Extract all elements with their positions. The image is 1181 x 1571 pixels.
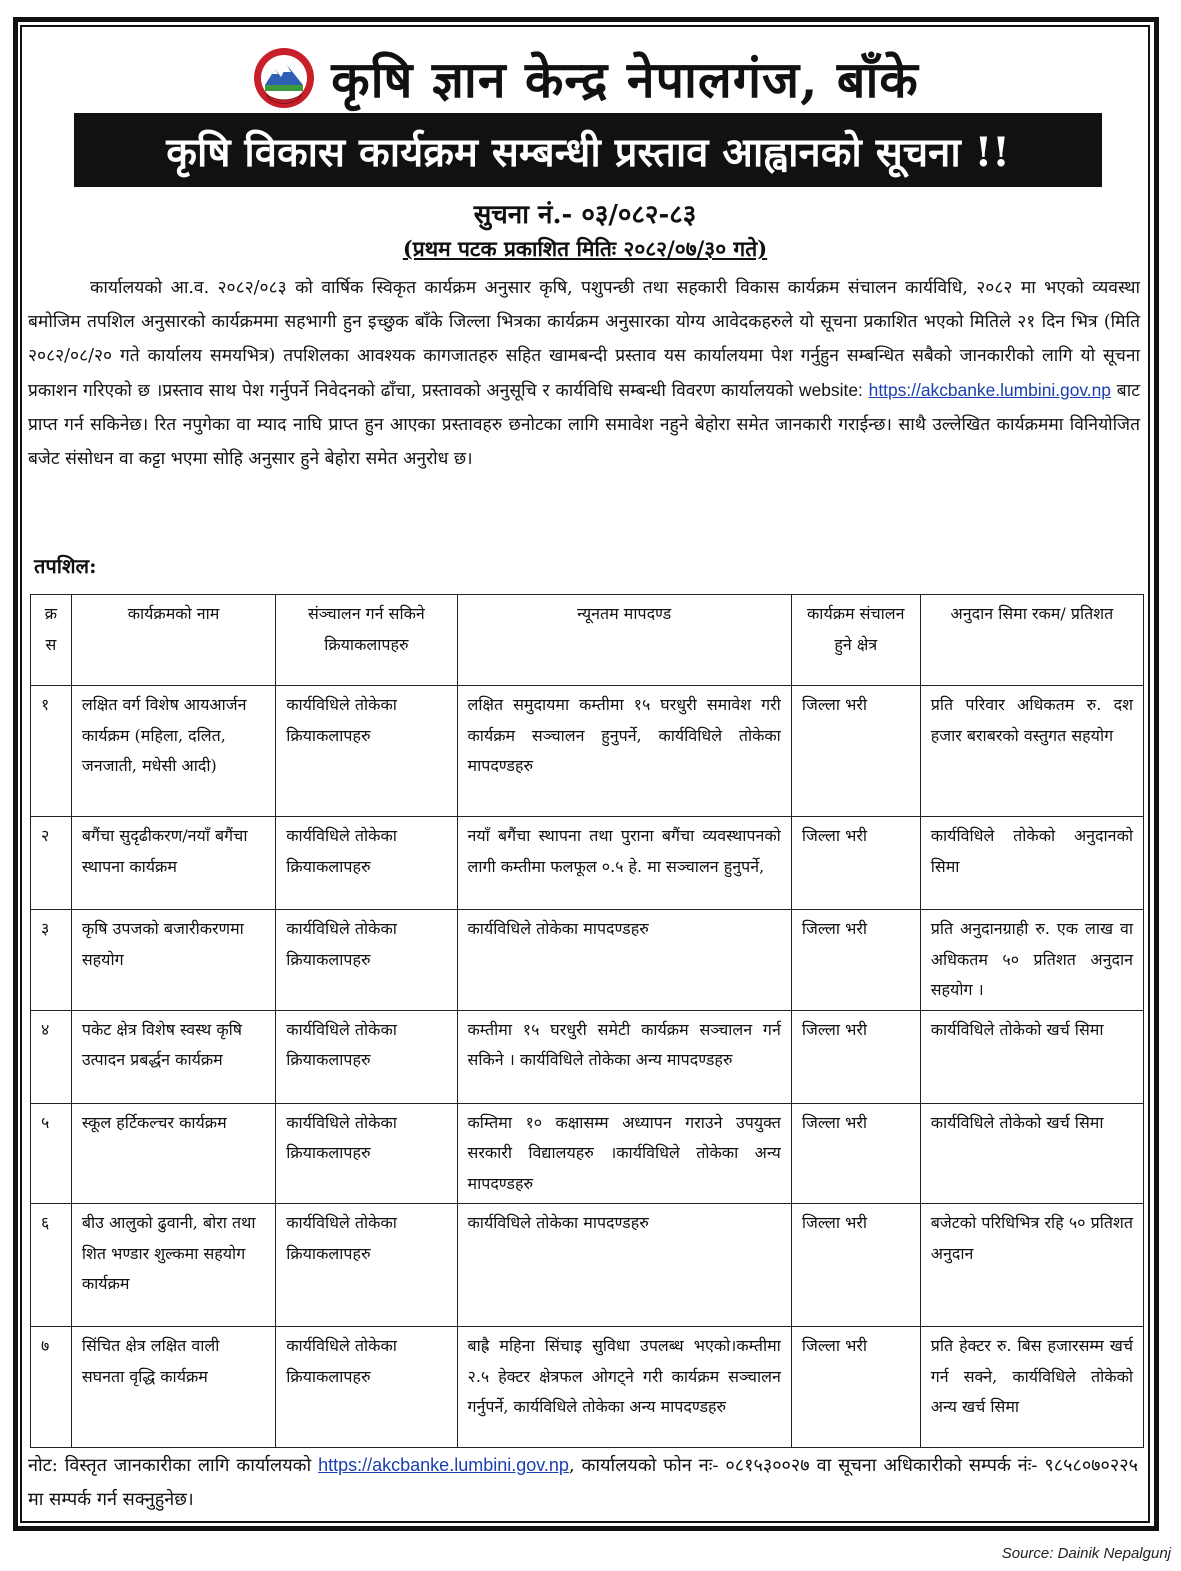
cell-minimum: बाह्रै महिना सिंचाइ सुविधा उपलब्ध भएको।कम्तीमा २.५ हेक्टर क्षेत्रफल ओगट्ने गरी कार्यक्रम सञ्चालन गर्नुपर्ने, कार्यविधिले तोकेका अन्य मापदण्डहरु [457,1327,791,1448]
cell-grant: कार्यविधिले तोकेको खर्च सिमा [920,1010,1143,1103]
note-prefix: नोट: विस्तृत जानकारीका लागि कार्यालयको [28,1455,319,1476]
cell-name: पकेट क्षेत्र विशेष स्वस्थ कृषि उत्पादन प्रबर्द्धन कार्यक्रम [71,1010,275,1103]
cell-grant: प्रति अनुदानग्राही रु. एक लाख वा अधिकतम ५० प्रतिशत अनुदान सहयोग । [920,910,1143,1011]
cell-area: जिल्ला भरी [791,1010,920,1103]
note [28,1448,1138,1517]
cell-sn: १ [31,686,72,817]
organization-name: कृषि ज्ञान केन्द्र नेपालगंज, बाँके [331,50,919,109]
table-row [31,817,1144,910]
header [42,37,1128,119]
table-row [31,686,1144,817]
source-credit: Source: Dainik Nepalgunj [1001,1545,1171,1562]
note-link[interactable]: https://akcbanke.lumbini.gov.np [318,1455,569,1475]
cell-grant: कार्यविधिले तोकेको खर्च सिमा [920,1103,1143,1204]
cell-area: जिल्ला भरी [791,686,920,817]
nepal-emblem-icon [251,45,317,111]
published-date [22,235,1148,263]
cell-grant: कार्यविधिले तोकेको अनुदानको सिमा [920,817,1143,910]
body-part-2: बाट प्राप्त गर्न सकिनेछ। रित नपुगेका वा म्याद नाघि प्राप्त हुन आएका प्रस्तावहरु छनोटका लागि समावेश नहुने बेहोरा समेत जानकारी गराईन्छ। साथै उल्लेखित कार्यक्रममा विनियोजित बजेट संसोधन वा कट्टा भएमा सोहि अनुसार हुने बेहोरा समेत अनुरोध छ। [28,381,1140,469]
cell-area: जिल्ला भरी [791,1204,920,1327]
cell-minimum: कार्यविधिले तोकेका मापदण्डहरु [457,910,791,1011]
cell-sn: ७ [31,1327,72,1448]
cell-minimum: कार्यविधिले तोकेका मापदण्डहरु [457,1204,791,1327]
cell-name: बीउ आलुको ढुवानी, बोरा तथा शित भण्डार शुल्कमा सहयोग कार्यक्रम [71,1204,275,1327]
header-activities: संञ्चालन गर्न सकिने क्रियाकलापहरु [276,595,457,686]
cell-area: जिल्ला भरी [791,1103,920,1204]
cell-activities: कार्यविधिले तोकेका क्रियाकलापहरु [276,686,457,817]
cell-sn: ५ [31,1103,72,1204]
notice-body [28,271,1140,476]
table-row [31,910,1144,1011]
notice-title-banner: कृषि विकास कार्यक्रम सम्बन्धी प्रस्ताव आह्वानको सूचना !! [74,113,1102,187]
table-row [31,1103,1144,1204]
cell-name: कृषि उपजको बजारीकरणमा सहयोग [71,910,275,1011]
header-name: कार्यक्रमको नाम [71,595,275,686]
header-area: कार्यक्रम संचालन हुने क्षेत्र [791,595,920,686]
cell-area: जिल्ला भरी [791,910,920,1011]
header-grant: अनुदान सिमा रकम/ प्रतिशत [920,595,1143,686]
cell-activities: कार्यविधिले तोकेका क्रियाकलापहरु [276,1204,457,1327]
cell-minimum: कम्तिमा १० कक्षासम्म अध्यापन गराउने उपयुक्त सरकारी विद्यालयहरु ।कार्यविधिले तोकेका अन्य मापदण्डहरु [457,1103,791,1204]
header-minimum: न्यूनतम मापदण्ड [457,595,791,686]
cell-sn: २ [31,817,72,910]
schedule-label: तपशिल: [34,554,97,578]
note-suffix: , कार्यालयको फोन नः- ०८१५३००२७ वा सूचना अधिकारीको सम्पर्क नंः- ९८५८०७०२२५ मा सम्पर्क गर्न सक्नुहुनेछ। [28,1455,1138,1510]
header-sn: क्र स [31,595,72,686]
cell-minimum: कम्तीमा १५ घरधुरी समेटी कार्यक्रम सञ्चालन गर्न सकिने । कार्यविधिले तोकेका अन्य मापदण्डहरु [457,1010,791,1103]
table-header-row [31,595,1144,686]
table-row [31,1010,1144,1103]
program-table [30,594,1144,1448]
cell-sn: ४ [31,1010,72,1103]
cell-activities: कार्यविधिले तोकेका क्रियाकलापहरु [276,1327,457,1448]
table-row [31,1327,1144,1448]
notice-number: सुचना नं.- ०३/०८२-८३ [473,200,697,230]
cell-grant: प्रति हेक्टर रु. बिस हजारसम्म खर्च गर्न सक्ने, कार्यविधिले तोकेको अन्य खर्च सिमा [920,1327,1143,1448]
notice-document [20,25,1150,1523]
cell-name: लक्षित वर्ग विशेष आयआर्जन कार्यक्रम (महिला, दलित, जनजाती, मधेसी आदी) [71,686,275,817]
cell-name: बगैंचा सुदृढीकरण/नयाँ बगैंचा स्थापना कार्यक्रम [71,817,275,910]
website-label: website: [799,380,863,400]
cell-area: जिल्ला भरी [791,1327,920,1448]
cell-activities: कार्यविधिले तोकेका क्रियाकलापहरु [276,1103,457,1204]
cell-name: सिंचित क्षेत्र लक्षित वाली सघनता वृद्धि कार्यक्रम [71,1327,275,1448]
cell-area: जिल्ला भरी [791,817,920,910]
cell-sn: ३ [31,910,72,1011]
published-date-text: (प्रथम पटक प्रकाशित मितिः २०८२/०७/३० गते) [402,236,768,261]
cell-activities: कार्यविधिले तोकेका क्रियाकलापहरु [276,817,457,910]
cell-activities: कार्यविधिले तोकेका क्रियाकलापहरु [276,1010,457,1103]
cell-activities: कार्यविधिले तोकेका क्रियाकलापहरु [276,910,457,1011]
cell-grant: प्रति परिवार अधिकतम रु. दश हजार बराबरको वस्तुगत सहयोग [920,686,1143,817]
table-row [31,1204,1144,1327]
cell-sn: ६ [31,1204,72,1327]
cell-name: स्कूल हर्टिकल्चर कार्यक्रम [71,1103,275,1204]
website-link[interactable]: https://akcbanke.lumbini.gov.np [868,380,1111,400]
body-part-1: कार्यालयको आ.व. २०८२/०८३ को वार्षिक स्विकृत कार्यक्रम अनुसार कृषि, पशुपन्छी तथा सहकारी विकास कार्यक्रम संचालन कार्यविधि, २०८२ मा भएको व्यवस्था बमोजिम तपशिल अनुसारको कार्यक्रममा सहभागी हुन इच्छुक बाँके जिल्ला भित्रका कार्यक्रम अनुसारका योग्य आवेदकहरुले यो सूचना प्रकाशित भएको मितिले २१ दिन भित्र (मिति २०८२/०८/२० गते कार्यालय समयभित्र) तपशिलका आवश्यक कागजातहरु सहित खामबन्दी प्रस्ताव यस कार्यालयमा पेश गर्नुहुन सम्बन्धित सबैको जानकारीको लागि यो सूचना प्रकाशन गरिएको छ ।प्रस्ताव साथ पेश गर्नुपर्ने निवेदनको ढाँचा, प्रस्तावको अनुसूचि र कार्यविधि सम्बन्धी विवरण कार्यालयको [28,278,1140,401]
cell-minimum: लक्षित समुदायमा कम्तीमा १५ घरधुरी समावेश गरी कार्यक्रम सञ्चालन हुनुपर्ने, कार्यविधिले तोकेका मापदण्डहरु [457,686,791,817]
cell-minimum: नयाँ बगैंचा स्थापना तथा पुराना बगैंचा व्यवस्थापनको लागी कम्तीमा फलफूल ०.५ हे. मा सञ्चालन हुनुपर्ने, [457,817,791,910]
cell-grant: बजेटको परिधिभित्र रहि ५० प्रतिशत अनुदान [920,1204,1143,1327]
